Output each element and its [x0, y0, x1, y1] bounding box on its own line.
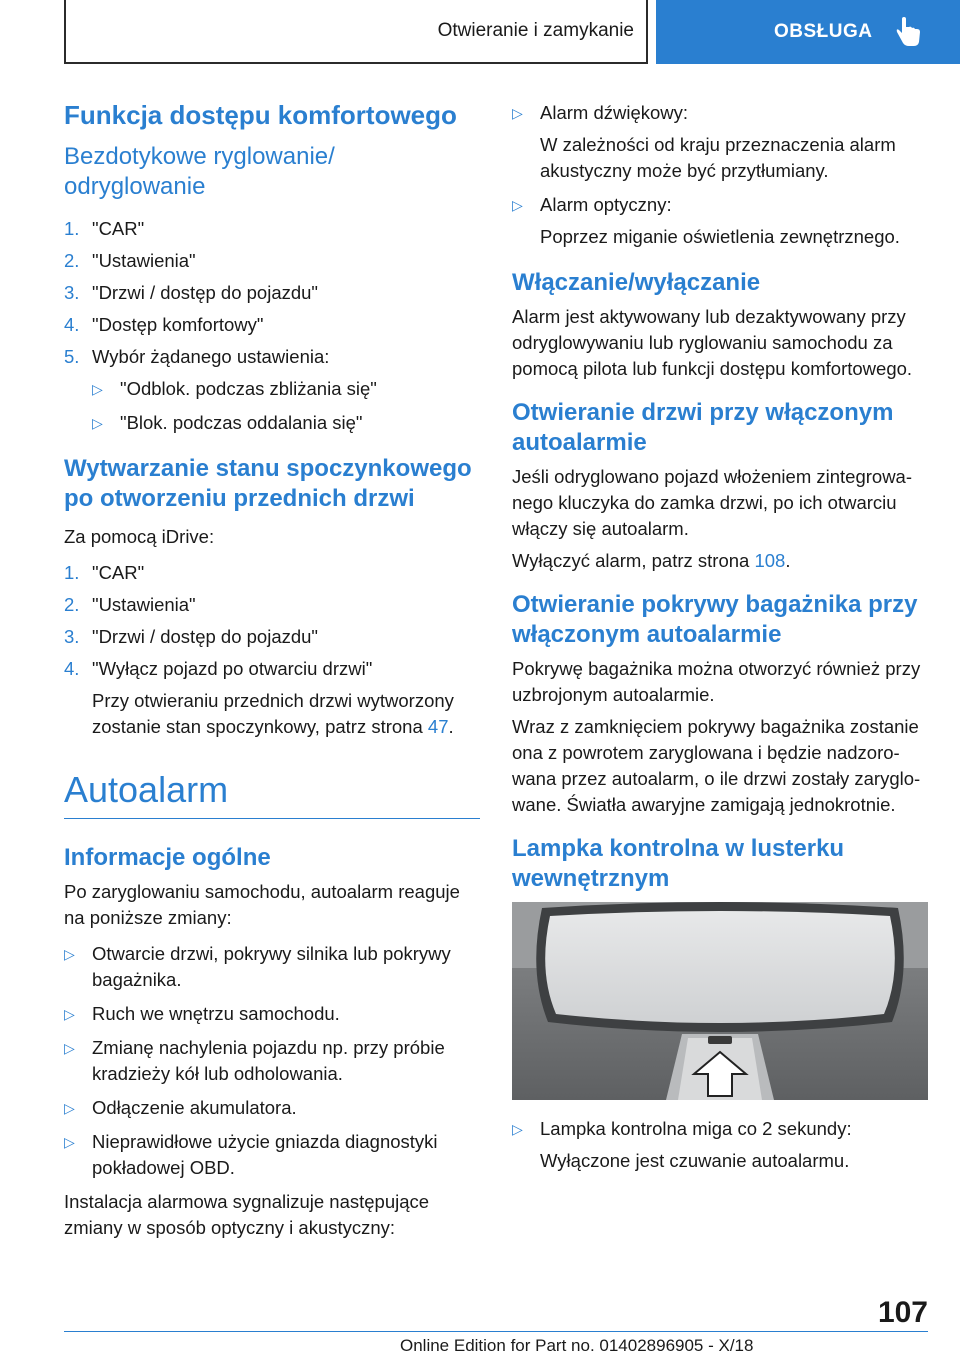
changes-list: [64, 941, 480, 1181]
chapter-title-autoalarm: Autoalarm: [64, 768, 480, 819]
triangle-bullet-icon: ▷: [512, 105, 523, 121]
page-number: 107: [877, 1296, 928, 1329]
trunk-text-2: Wraz z zamknięciem pokrywy bagażnika zostanie ona z powrotem zaryglowana i będzie nadzorowana przez autoalarm, o ile drzwi zostały zaryglowane. Światła awaryjne zamigają jednokrotnie.: [512, 716, 921, 815]
list-item: 4. "Wyłącz pojazd po otwarciu drzwi" Przy otwieraniu przednich drzwi wytworzony zostanie stan spoczynkowy, patrz strona 47.: [64, 658, 454, 737]
triangle-bullet-icon: ▷: [64, 1040, 75, 1056]
header-section-title: Otwieranie i zamykanie: [437, 20, 634, 41]
header-tab-label: OBSŁUGA: [774, 21, 873, 42]
list-item: ▷ "Odblok. podczas zbliżania się": [92, 376, 480, 402]
list-item: 1. "CAR": [64, 218, 145, 239]
heading-trunk-armed: Otwieranie pokrywy bagażnika przy włączonym autoalarmie: [512, 591, 918, 648]
list-item: ▷ Odłączenie akumulatora.: [64, 1095, 480, 1121]
triangle-bullet-icon: ▷: [64, 1006, 75, 1022]
left-column: [64, 100, 480, 1247]
doors-text-2: Wyłączyć alarm, patrz strona 108.: [512, 550, 791, 571]
triangle-bullet-icon: ▷: [92, 381, 103, 397]
list-item: ▷ Ruch we wnętrzu samochodu.: [64, 1001, 480, 1027]
steps-list-rest: [64, 560, 480, 740]
list-item: ▷ Lampka kontrolna miga co 2 sekundy: Wyłączone jest czuwanie autoalarmu.: [512, 1116, 928, 1174]
page-link-47[interactable]: 47: [427, 716, 449, 737]
alarm-types-list: [512, 100, 928, 250]
header-section: [64, 0, 648, 64]
triangle-bullet-icon: ▷: [512, 197, 523, 213]
signal-text: Instalacja alarmowa sygnalizuje następujące zmiany w sposób optyczny i akustyczny:: [64, 1191, 430, 1238]
idrive-text: Za pomocą iDrive:: [64, 526, 215, 547]
list-item: 1. "CAR": [64, 562, 145, 583]
trunk-text: Pokrywę bagażnika można otworzyć również przy uzbrojonym autoalarmie.: [512, 658, 921, 705]
list-item: 5. Wybór żądanego ustawienia:: [64, 346, 330, 367]
heading-doors-armed: Otwieranie drzwi przy włączonym autoalarmie: [512, 399, 894, 456]
heading-general-info: Informacje ogólne: [64, 844, 271, 871]
footer-edition: Online Edition for Part no. 01402896905 - X/18: [400, 1336, 754, 1355]
list-item: 2. "Ustawienia": [64, 250, 196, 271]
list-item: 3. "Drzwi / dostęp do pojazdu": [64, 282, 319, 303]
list-item: ▷ Zmianę nachylenia pojazdu np. przy próbie kradzieży kół lub odholowania.: [64, 1035, 480, 1087]
general-info-text: Po zaryglowaniu samochodu, autoalarm reaguje na poniższe zmiany:: [64, 881, 460, 928]
steps-list-keyless: [64, 216, 480, 370]
heading-on-off: Włączanie/wyłączanie: [512, 269, 761, 296]
list-item: ▷ Alarm optyczny: Poprzez miganie oświetlenia zewnętrznego.: [512, 192, 928, 250]
hand-pointer-icon: [895, 17, 921, 47]
heading-indicator-lamp: Lampka kontrolna w lusterku wewnętrznym: [512, 835, 845, 892]
on-off-text: Alarm jest aktywowany lub dezaktywowany przy odryglowywaniu lub ryglowaniu samochodu za pomocą pilota lub funkcji dostępu komfortowego.: [512, 306, 913, 379]
list-item: 2. "Ustawienia": [64, 594, 196, 615]
footer-divider: [64, 1331, 928, 1332]
triangle-bullet-icon: ▷: [512, 1121, 523, 1137]
list-item: ▷ "Blok. podczas oddalania się": [92, 410, 480, 436]
triangle-bullet-icon: ▷: [92, 415, 103, 431]
triangle-bullet-icon: ▷: [64, 946, 75, 962]
list-item: ▷ Otwarcie drzwi, pokrywy silnika lub pokrywy bagażnika.: [64, 941, 480, 993]
triangle-bullet-icon: ▷: [64, 1134, 75, 1150]
rearview-mirror-illustration: [512, 902, 928, 1100]
list-item: ▷ Alarm dźwiękowy: W zależności od kraju przeznaczenia alarm akustyczny może być przytłumiany.: [512, 100, 928, 184]
header-tab[interactable]: [656, 0, 960, 64]
doors-text: Jeśli odryglowano pojazd włożeniem zintegrowanego kluczyka do zamka drzwi, po ich otwarciu włączy się autoalarm.: [512, 466, 913, 539]
right-column: [512, 100, 928, 1182]
subsection-title-keyless: Bezdotykowe ryglowanie/ odryglowanie: [64, 143, 335, 200]
section-title: Funkcja dostępu komfortowego: [64, 100, 457, 130]
triangle-bullet-icon: ▷: [64, 1100, 75, 1116]
list-item: 4. "Dostęp komfortowy": [64, 314, 264, 335]
lamp-list: [512, 1116, 928, 1174]
options-list: [92, 376, 480, 436]
heading-rest-state: Wytwarzanie stanu spoczynkowego po otworzeniu przednich drzwi: [64, 455, 472, 512]
list-item: 3. "Drzwi / dostęp do pojazdu": [64, 626, 319, 647]
page-link-108[interactable]: 108: [754, 550, 786, 571]
list-item: ▷ Nieprawidłowe użycie gniazda diagnostyki pokładowej OBD.: [64, 1129, 480, 1181]
